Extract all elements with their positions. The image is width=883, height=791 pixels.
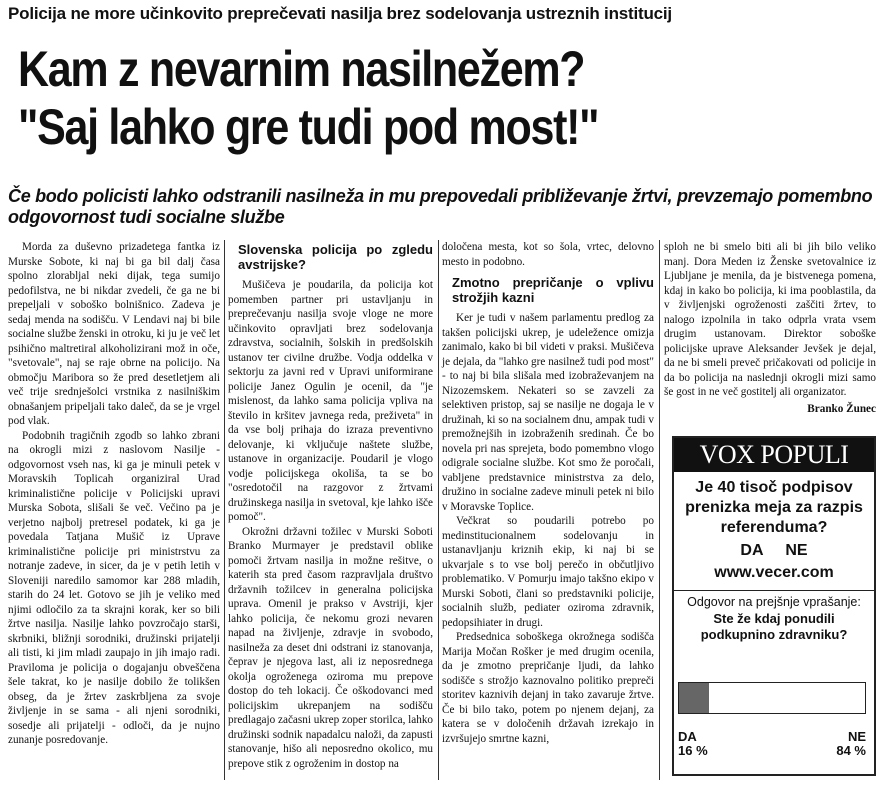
headline — [18, 40, 749, 156]
paragraph: Predsednica soboškega okrožnega sodišča Marija Močan Rošker je med drugim ocenila, da je zmotno prepričanje ljudi, da lahko sodišče s strožjo kaznovalno politiko prepreči storitev kaznivih dejanj in tako zavaruje žrtve. Če bi bilo tako, potem po njenem dejanj, za katera se v določenih državah izrekajo in izvršujejo smrtne kazni, — [442, 631, 654, 745]
article-column-2 — [228, 240, 433, 771]
paragraph: Mušičeva je poudarila, da policija kot pomemben partner pri ustavljanju in preprečevanju nasilja svoje vloge ne more učinkovito opravljati brez sodelovanja zdravstva, socialnih, šolskih in predšolskih ustanov ter civilne družbe. Vodja oddelka v sektorju za javni red v Upravi uniformirane policije Janez Ogulin je ocenil, da "je mislenost, da lahko sama policija vpliva na število in kršitev javnega reda, preživeta" in da vse bolj prihaja do izraza preventivno delovanje, ki vključuje naštete službe, ustanove in organizacije. Poudaril je vlogo vodje policijskega okoliša, ta se bo "osredotočil na razgovor z žrtvami družinskega nasilja in svetoval, kje lahko išče pomoč". — [228, 279, 433, 523]
article-column-4 — [664, 240, 876, 416]
paragraph: Večkrat so poudarili potrebo po medinstitucionalnem sodelovanju in ustanavljanju kriznih ekip, ki naj bi se ukvarjale s to vse bolj perečo in občutljivo problematiko. V Pomurju imajo takšno ekipo v Murski Soboti, člani so predstavniki policije, socialnih služb, pediater oziroma zdravnik, pedopsihiater in drugi. — [442, 515, 654, 629]
subheading: Slovenska policija po zgledu avstrijske? — [238, 242, 433, 272]
result-ne-percent: 84 % — [836, 743, 866, 758]
previous-answer-label: Odgovor na prejšnje vprašanje: — [687, 595, 861, 609]
column-divider — [438, 240, 439, 780]
result-da-label: DA — [678, 729, 697, 744]
kicker: Policija ne more učinkovito preprečevati nasilja brez sodelovanja ustreznih institucij — [8, 4, 672, 23]
result-da — [678, 730, 708, 758]
column-divider — [224, 240, 225, 780]
author-signature: Branko Žunec — [807, 402, 876, 415]
result-da-percent: 16 % — [678, 743, 708, 758]
paragraph: Podobnih tragičnih zgodb so lahko zbrani na okrogli mizi z naslovom Nasilje - odgovornost vseh nas, ki ga je minuli petek v Moravskih Toplicah organiziral Urad kriminalistične policije v Policijski upravi Murska Sobota, slišali še več. Večino pa je verjetno najbolj pretresel podatek, ki ga je povedala Tatjana Mušič iz Uprave kriminalistične policije pri ministrstvu za notranje zadeve, in sicer, da je v petih letih v Sloveniji naredilo samomor kar 288 mladih, starih do 24 let. Gotovo se jih je veliko med njimi odločilo za ta skrajni korak, ker so bili žrtve nasilja. Nasilje lahko povzročajo starši, skrbniki, bližnji sorodniki, družinski prijatelji ali tisti, ki jim mladi zaupajo in jih imajo radi. Praviloma je policija o dogajanju obveščena šele takrat, ko je nasilje dobilo že tolikšen obseg, da je žrtev zaskrbljena za svoje življenje in se sama - ali njeni sorodniki, sosedje ali prijatelji - odloči, da je nujno zunanje posredovanje. — [8, 429, 220, 746]
poll-url: www.vecer.com — [714, 564, 834, 581]
result-ne-label: NE — [847, 729, 866, 744]
paragraph: določena mesta, kot so šola, vrtec, delovno mesto in podobno. — [442, 241, 654, 268]
lead-paragraph: Če bodo policisti lahko odstranili nasilneža in mu prepovedali približevanje žrtvi, prevzemajo pomembno odgovornost tudi socialne službe — [8, 186, 873, 227]
column-divider — [659, 240, 660, 780]
paragraph: sploh ne bi smelo biti ali bi jih bilo veliko manj. Dora Meden iz Ženske svetovalnice iz Ljubljane je menila, da je bistvenega pomena, kdaj in kako bo policija, ki ima pooblastila, da v življenjski ogroženosti zaščiti žrtev, to nalogo izpolnila in tako odprla vrata vsem drugim ustanovam. Direktor soboške policijske uprave Aleksander Jevšek je dejal, da ne bi smeli preveč pričakovati od policije in da bo policija na naslednji okrogli mizi samo še gost in ne več gostitelj ali organizator. — [664, 241, 876, 398]
result-bar — [678, 682, 866, 714]
vox-title: VOX POPULI — [674, 438, 874, 472]
previous-question: Ste že kdaj ponudili podkupnino zdravniku? — [700, 611, 848, 642]
vox-populi-box — [672, 436, 876, 776]
result-ne — [836, 730, 866, 758]
poll-answers: DA NE — [740, 542, 808, 559]
result-bar-fill-da — [679, 683, 709, 713]
article-column-3 — [442, 240, 654, 746]
subheading: Zmotno prepričanje o vplivu strožjih kazni — [452, 275, 654, 305]
headline-line-2: "Saj lahko gre tudi pod most!" — [18, 99, 599, 155]
article-column-1 — [8, 240, 220, 748]
poll-question: Je 40 tisoč podpisov prenizka meja za razpis referenduma? — [685, 479, 863, 536]
headline-line-1: Kam z nevarnim nasilnežem? — [18, 41, 585, 97]
paragraph: Morda za duševno prizadetega fantka iz Murske Sobote, ki naj bi ga bil dalj časa spolno zlorabljal neki dijak, tega sumijo pedofilstva, ne bi nikdar zvedeli, če ga ne bi prepeljali v soboško bolnišnico. Zadeva je sedaj menda na sodišču. V Lendavi naj bi bile socialne službe ženski in otroku, ki ju je več let psihično maltretiral alkoholizirani mož in oče, "svetovale", naj se raje obrne na policijo. Na območju Maribora so že pred desetletjem ali več trije srednješolci vrstnika z nasilniškim obnašanjem pripeljali tako daleč, da se je vrgel pod vlak. — [8, 241, 220, 427]
paragraph: Ker je tudi v našem parlamentu predlog za takšen policijski ukrep, je udeležence omizja zanimalo, kako bi bil videti v praksi. Mušičeva je dejala, da "lahko gre nasilnež tudi pod most" - to naj bi bila slišala med izobraževanjem na Nizozemskem. Nekateri so se zavzeli za selektiven pristop, saj se nasilje ne dogaja le v družinah, ki so na socialnem dnu, ampak tudi v premožnejših in izobraženih sredinah. Če bo novela pri nas sprejeta, bodo pomembno vlogo odigrale socialne službe. Kot smo že poročali, vabljene predstavnice ministrstva za delo, družino in socialne zadeve minuli petek ni bilo v Moravske Toplice. — [442, 312, 654, 513]
paragraph: Okrožni državni tožilec v Murski Soboti Branko Murmayer je predstavil oblike pomoči žrtvam nasilja in možne rešitve, o katerih sta pred časom razpravljala društvo državnih tožilcev in generalna policijska uprava. Omenil je prakso v Avstriji, kjer lahko policija, če nekomu grozi nevaren napad na življenje, zdravje in svobodo, nasilneža za deset dni odstrani iz stanovanja, čeprav je njegova last, ali iz neposrednega okolja ogroženega oziroma mu prepove dostop do teh lokacij. Če oškodovanci med policijskim ukrepanjem na sodišču predlagajo začasni ukrep zoper storilca, lahko družinski sodnik napadalcu naloži, da zapusti stanovanje, hišo ali neposredno okolico, mu prepove stik z ogroženim in dostop na — [228, 525, 434, 770]
